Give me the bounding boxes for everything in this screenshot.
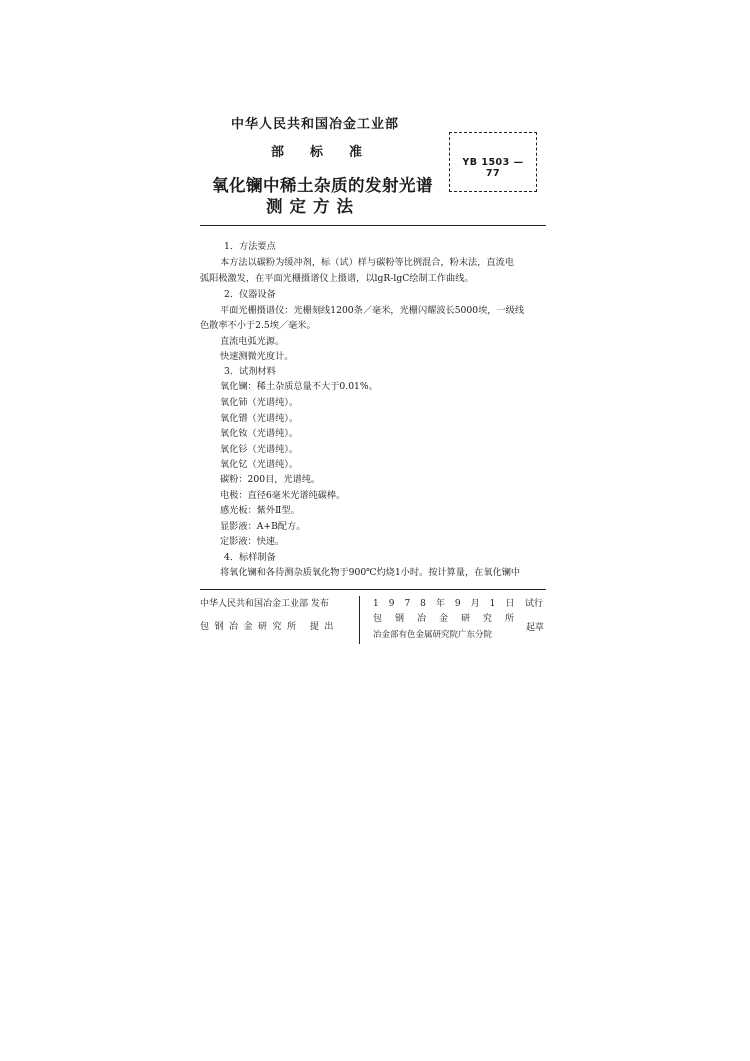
body-line: 平面光栅摄谱仪：光栅刻线1200条／毫米，光栅闪耀波长5000埃，一级线 [220, 305, 525, 316]
standard-number-box [449, 132, 537, 192]
body-line: 感光板：紫外Ⅱ型。 [220, 505, 300, 516]
issue-date: 1978年9月1日 [373, 599, 525, 609]
drafter-org-2: 冶金部有色金属研究院广东分院 [373, 630, 493, 640]
doc-title-line2: 测定方法 [266, 197, 360, 216]
section-heading: 3．试剂材料 [224, 366, 276, 377]
dept-standard-label: 部标准 [271, 145, 389, 160]
body-line: 定影液：快速。 [220, 536, 285, 547]
section-heading: 1．方法要点 [224, 241, 276, 252]
body-line: 色散率不小于2.5埃／毫米。 [200, 320, 316, 331]
doc-title-line1: 氧化镧中稀土杂质的发射光谱 [212, 176, 433, 195]
section-heading: 4．标样制备 [224, 552, 276, 563]
issuer-text: 中华人民共和国冶金工业部 发布 [200, 599, 329, 609]
body-line: 氧化镨（光谱纯）。 [220, 413, 299, 424]
section-heading: 2．仪器设备 [224, 289, 276, 300]
body-line: 氧化钕（光谱纯）。 [220, 428, 299, 439]
body-line: 显影液：A+B配方。 [220, 521, 306, 532]
body-line: 氧化镧：稀土杂质总量不大于0.01%。 [220, 381, 378, 392]
body-line: 弧阳极激发，在平面光栅摄谱仪上摄谱，以lgR-lgC绘制工作曲线。 [200, 273, 474, 284]
body-line: 电极：直径6毫米光谱纯碳棒。 [220, 490, 346, 501]
body-line: 直流电弧光源。 [220, 336, 285, 347]
body-line: 氧化钐（光谱纯）。 [220, 444, 299, 455]
body-line: 将氧化镧和各待测杂质氧化物于900℃灼烧1小时。按计算量，在氧化镧中 [220, 567, 521, 578]
trial-label: 试行 [525, 599, 544, 609]
body-line: 氧化钇（光谱纯）。 [220, 459, 299, 470]
header-divider [200, 225, 546, 226]
footer-separator [359, 596, 360, 644]
body-line: 本方法以碳粉为缓冲剂，标（试）样与碳粉等比例混合，粉末法，直流电 [220, 257, 514, 268]
body-line: 氧化铈（光谱纯）。 [220, 397, 299, 408]
footer-divider [200, 589, 546, 590]
body-line: 碳粉：200目，光谱纯。 [220, 474, 321, 485]
ministry-name: 中华人民共和国冶金工业部 [231, 117, 400, 132]
drafted-label: 起草 [526, 623, 545, 633]
body-line: 快速测微光度计。 [220, 351, 294, 362]
drafter-org-1: 包钢冶金研究所 [373, 614, 528, 624]
standard-number: YB 1503 — 77 [462, 157, 524, 179]
proposer-text: 包钢冶金研究所 提出 [200, 622, 339, 632]
